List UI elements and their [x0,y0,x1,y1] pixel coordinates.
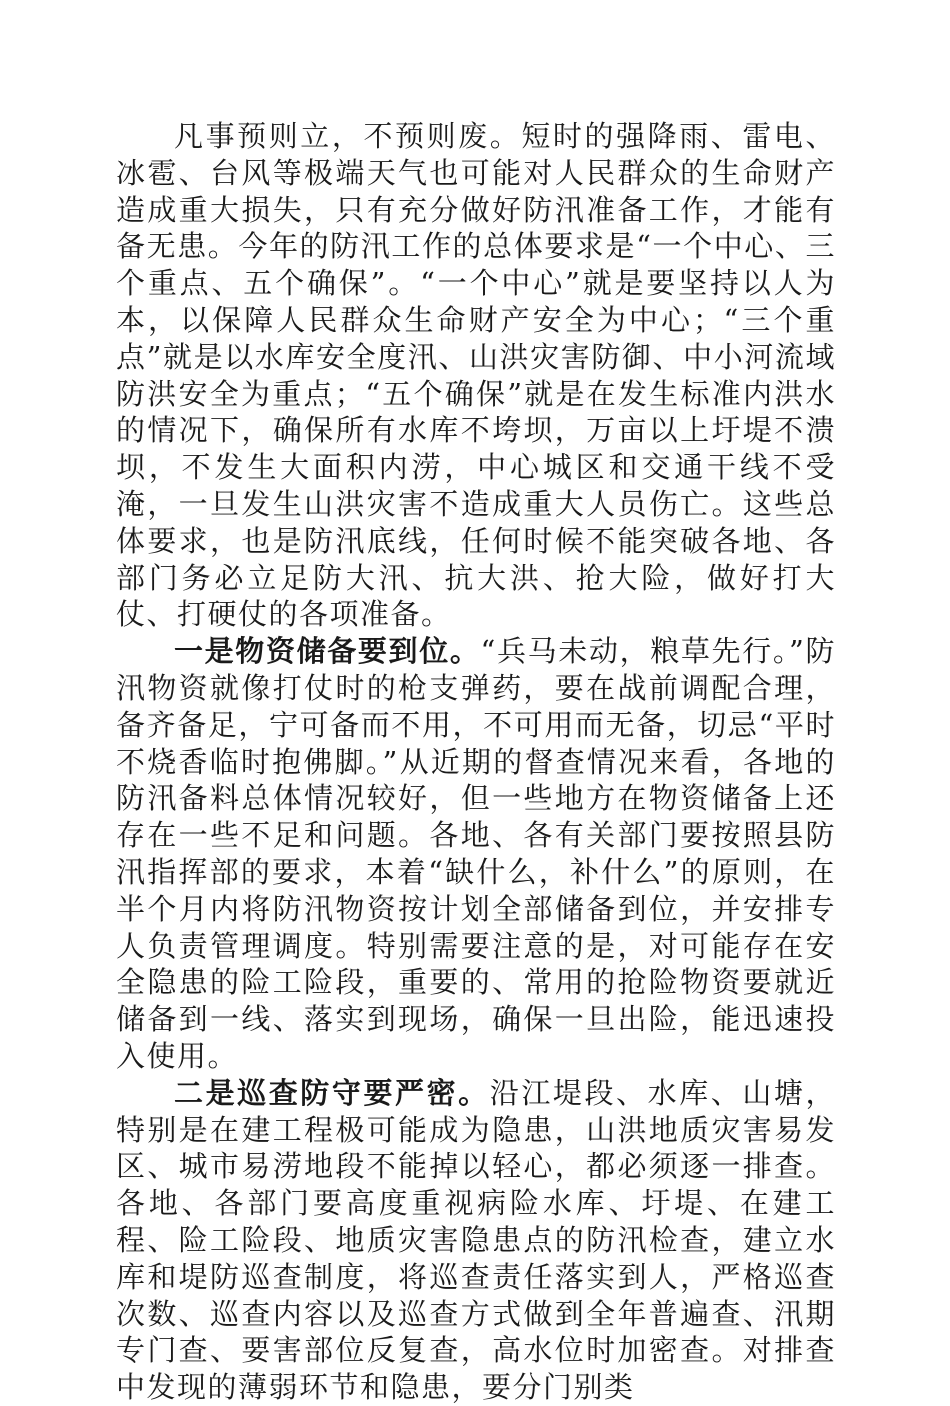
paragraph-lead: 二是巡查防守要严密。 [174,1075,490,1110]
paragraph-patrol-defense [116,1075,836,1406]
paragraph-lead: 一是物资储备要到位。 [174,634,481,669]
paragraph-text: 凡事预则立，不预则废。短时的强降雨、雷电、冰雹、台风等极端天气也可能对人民群众的生命财产造成重大损失，只有充分做好防汛准备工作，才能有备无患。今年的防汛工作的总体要求是“一个中心、三个重点、五个确保”。“一个中心”就是要坚持以人为本，以保障人民群众生命财产安全为中心；“三个重点”就是以水库安全度汛、山洪灾害防御、中小河流域防洪安全为重点；“五个确保”就是在发生标准内洪水的情况下，确保所有水库不垮坝，万亩以上圩堤不溃坝，不发生大面积内涝，中心城区和交通干线不受淹，一旦发生山洪灾害不造成重大人员伤亡。这些总体要求，也是防汛底线，任何时候不能突破各地、各部门务必立足防大汛、抗大洪、抢大险，做好打大仗、打硬仗的各项准备。 [116,119,836,632]
document-body [116,118,836,1406]
paragraph-intro [116,118,836,633]
paragraph-text: “兵马未动，粮草先行。”防汛物资就像打仗时的枪支弹药，要在战前调配合理，备齐备足，宁可备而不用，不可用而无备，切忌“平时不烧香临时抱佛脚。”从近期的督查情况来看，各地的防汛备料总体情况较好，但一些地方在物资储备上还存在一些不足和问题。各地、各有关部门要按照县防汛指挥部的要求，本着“缺什么，补什么”的原则，在半个月内将防汛物资按计划全部储备到位，并安排专人负责管理调度。特别需要注意的是，对可能存在安全隐患的险工险段，重要的、常用的抢险物资要就近储备到一线、落实到现场，确保一旦出险，能迅速投入使用。 [116,634,836,1073]
paragraph-text: 沿江堤段、水库、山塘，特别是在建工程极可能成为隐患，山洪地质灾害易发区、城市易涝地段不能掉以轻心，都必须逐一排查。各地、各部门要高度重视病险水库、圩堤、在建工程、险工险段、地质灾害隐患点的防汛检查，建立水库和堤防巡查制度，将巡查责任落实到人，严格巡查次数、巡查内容以及巡查方式做到全年普遍查、汛期专门查、要害部位反复查，高水位时加密查。对排查中发现的薄弱环节和隐患，要分门别类 [116,1075,836,1405]
paragraph-material-reserve [116,633,836,1075]
